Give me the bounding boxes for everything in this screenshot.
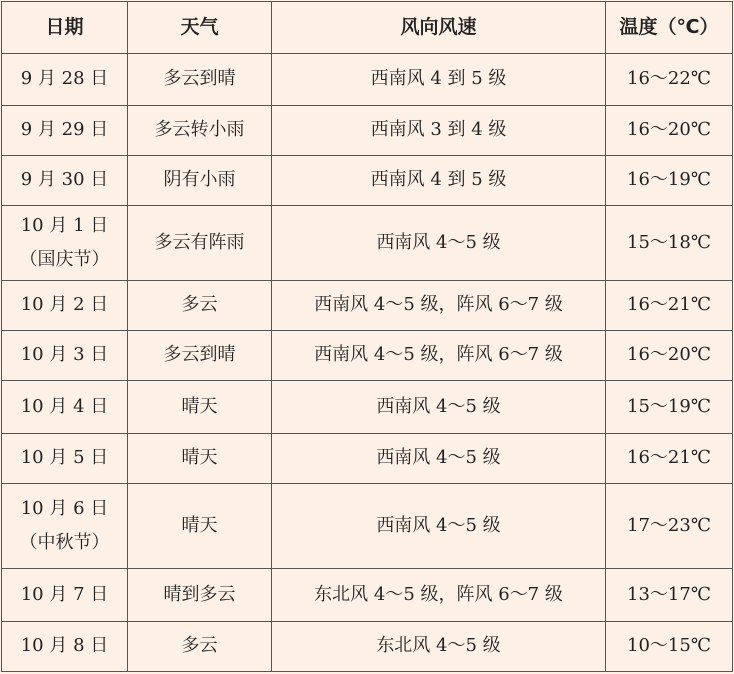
weather-cell: 多云转小雨	[128, 106, 272, 156]
header-wind: 风向风速	[272, 2, 606, 54]
date-text: 10 月 5 日	[20, 447, 109, 469]
temperature-cell: 16～19℃	[606, 156, 733, 206]
date-cell	[2, 54, 128, 106]
header-row	[2, 2, 733, 54]
date-cell	[2, 569, 128, 622]
date-cell	[2, 281, 128, 331]
temperature-cell: 16～20℃	[606, 331, 733, 381]
date-cell	[2, 156, 128, 206]
table-row	[2, 206, 733, 281]
forecast-body	[2, 54, 733, 672]
table-row	[2, 381, 733, 434]
table-row	[2, 156, 733, 206]
date-cell	[2, 434, 128, 484]
table-row	[2, 622, 733, 672]
temperature-cell: 16～21℃	[606, 281, 733, 331]
wind-cell: 西南风 4～5 级	[272, 484, 606, 569]
date-text: 9 月 30 日	[20, 169, 109, 191]
temperature-cell: 16～20℃	[606, 106, 733, 156]
wind-cell: 西南风 4～5 级	[272, 206, 606, 281]
date-text: 10 月 6 日	[20, 497, 109, 519]
date-text: 10 月 2 日	[20, 294, 109, 316]
date-text: 9 月 28 日	[20, 68, 109, 90]
holiday-note: （中秋节）	[19, 532, 110, 553]
table-row	[2, 484, 733, 569]
table-row	[2, 331, 733, 381]
date-text: 10 月 1 日	[20, 214, 109, 236]
temperature-cell: 15～18℃	[606, 206, 733, 281]
weather-cell: 多云	[128, 622, 272, 672]
date-cell	[2, 206, 128, 281]
weather-cell: 晴天	[128, 381, 272, 434]
table-row	[2, 106, 733, 156]
wind-cell: 西南风 4～5 级	[272, 381, 606, 434]
date-cell	[2, 106, 128, 156]
date-text: 10 月 4 日	[20, 395, 109, 417]
date-text: 9 月 29 日	[20, 119, 109, 141]
table-row	[2, 281, 733, 331]
wind-cell: 西南风 4 到 5 级	[272, 156, 606, 206]
weather-cell: 多云有阵雨	[128, 206, 272, 281]
weather-cell: 多云到晴	[128, 54, 272, 106]
wind-cell: 东北风 4～5 级	[272, 622, 606, 672]
date-cell	[2, 381, 128, 434]
header-temperature: 温度（℃）	[606, 2, 733, 54]
temperature-cell: 15～19℃	[606, 381, 733, 434]
header-date: 日期	[2, 2, 128, 54]
wind-cell: 西南风 4～5 级，阵风 6～7 级	[272, 331, 606, 381]
weather-cell: 阴有小雨	[128, 156, 272, 206]
temperature-cell: 17～23℃	[606, 484, 733, 569]
temperature-cell: 13～17℃	[606, 569, 733, 622]
weather-cell: 多云到晴	[128, 331, 272, 381]
date-text: 10 月 3 日	[20, 344, 109, 366]
temperature-cell: 16～22℃	[606, 54, 733, 106]
date-cell	[2, 622, 128, 672]
wind-cell: 东北风 4～5 级，阵风 6～7 级	[272, 569, 606, 622]
holiday-note: （国庆节）	[19, 249, 110, 270]
date-cell	[2, 484, 128, 569]
weather-cell: 晴到多云	[128, 569, 272, 622]
weather-cell: 晴天	[128, 434, 272, 484]
wind-cell: 西南风 4 到 5 级	[272, 54, 606, 106]
temperature-cell: 10～15℃	[606, 622, 733, 672]
table-row	[2, 54, 733, 106]
table-row	[2, 569, 733, 622]
wind-cell: 西南风 3 到 4 级	[272, 106, 606, 156]
date-text: 10 月 8 日	[20, 635, 109, 657]
table-row	[2, 434, 733, 484]
weather-cell: 多云	[128, 281, 272, 331]
wind-cell: 西南风 4～5 级	[272, 434, 606, 484]
temperature-cell: 16～21℃	[606, 434, 733, 484]
wind-cell: 西南风 4～5 级，阵风 6～7 级	[272, 281, 606, 331]
weather-cell: 晴天	[128, 484, 272, 569]
header-weather: 天气	[128, 2, 272, 54]
date-text: 10 月 7 日	[20, 583, 109, 605]
date-cell	[2, 331, 128, 381]
forecast-table	[1, 1, 733, 672]
